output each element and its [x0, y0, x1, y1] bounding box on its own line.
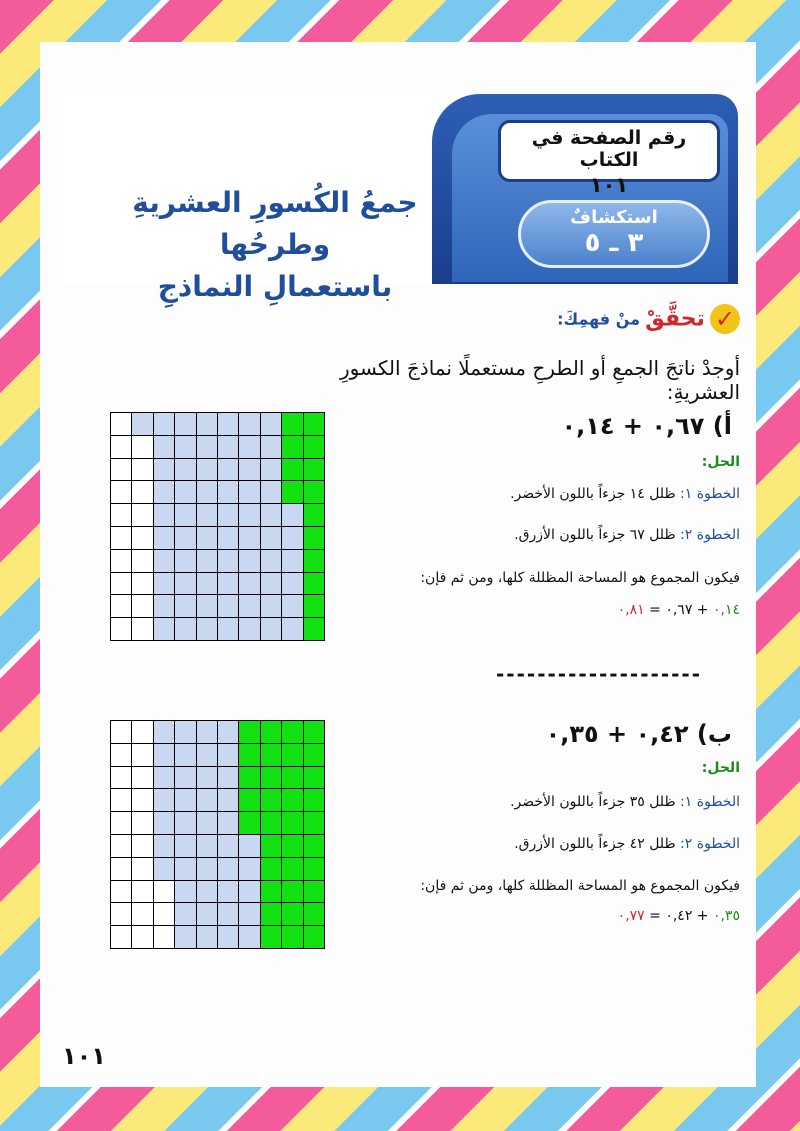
grid-cell: [239, 573, 260, 596]
grid-cell: [197, 835, 218, 858]
addend-b: + ٠,٤٢ =: [649, 908, 709, 924]
grid-cell: [239, 812, 260, 835]
grid-cell: [111, 550, 132, 573]
grid-cell: [218, 481, 239, 504]
grid-cell: [111, 459, 132, 482]
step-name: الخطوة ٢:: [680, 527, 740, 543]
grid-cell: [154, 527, 175, 550]
grid-cell: [239, 903, 260, 926]
grid-cell: [132, 413, 153, 436]
grid-cell: [132, 858, 153, 881]
grid-cell: [282, 767, 303, 790]
grid-cell: [154, 767, 175, 790]
grid-cell: [132, 595, 153, 618]
grid-cell: [304, 858, 325, 881]
grid-cell: [282, 744, 303, 767]
grid-cell: [282, 413, 303, 436]
grid-cell: [132, 721, 153, 744]
grid-cell: [111, 595, 132, 618]
decimal-grid: [110, 412, 325, 641]
grid-cell: [132, 618, 153, 641]
grid-cell: [261, 573, 282, 596]
summary: فيكون المجموع هو المساحة المظللة كلها، ومن ثم فإن:: [420, 878, 740, 894]
grid-cell: [132, 744, 153, 767]
grid-cell: [154, 744, 175, 767]
grid-cell: [261, 413, 282, 436]
grid-cell: [175, 744, 196, 767]
sum-result: ٠,٧٧: [617, 908, 645, 924]
grid-cell: [154, 721, 175, 744]
page: [40, 42, 756, 1087]
grid-cell: [175, 413, 196, 436]
grid-cell: [304, 550, 325, 573]
grid-cell: [197, 812, 218, 835]
grid-cell: [304, 504, 325, 527]
grid-cell: [154, 459, 175, 482]
grid-cell: [197, 618, 218, 641]
grid-cell: [175, 835, 196, 858]
grid-cell: [111, 527, 132, 550]
grid-cell: [282, 881, 303, 904]
grid-cell: [154, 481, 175, 504]
grid-cell: [132, 767, 153, 790]
grid-cell: [304, 481, 325, 504]
grid-cell: [175, 903, 196, 926]
book-page-label: رقم الصفحة في الكتاب: [531, 127, 687, 171]
grid-cell: [132, 504, 153, 527]
grid-cell: [304, 413, 325, 436]
step-1: [510, 486, 740, 502]
grid-cell: [175, 504, 196, 527]
grid-cell: [304, 835, 325, 858]
grid-cell: [197, 926, 218, 949]
grid-cell: [197, 789, 218, 812]
grid-cell: [239, 789, 260, 812]
problem-heading: [561, 412, 732, 440]
grid-cell: [239, 504, 260, 527]
grid-cell: [218, 550, 239, 573]
grid-cell: [282, 858, 303, 881]
grid-cell: [239, 835, 260, 858]
grid-cell: [239, 550, 260, 573]
grid-cell: [282, 926, 303, 949]
grid-cell: [154, 550, 175, 573]
grid-cell: [218, 436, 239, 459]
grid-cell: [239, 767, 260, 790]
grid-cell: [218, 527, 239, 550]
grid-cell: [111, 618, 132, 641]
grid-cell: [154, 812, 175, 835]
grid-cell: [154, 858, 175, 881]
grid-cell: [111, 812, 132, 835]
grid-cell: [154, 881, 175, 904]
lesson-title: [100, 182, 450, 308]
grid-cell: [132, 527, 153, 550]
grid-cell: [111, 835, 132, 858]
grid-cell: [132, 436, 153, 459]
grid-cell: [154, 573, 175, 596]
grid-cell: [175, 812, 196, 835]
grid-cell: [111, 436, 132, 459]
check-icon: ✓: [710, 304, 740, 334]
grid-cell: [304, 436, 325, 459]
grid-cell: [304, 767, 325, 790]
addend-b: + ٠,٦٧ =: [649, 602, 709, 618]
step-text: ظلل ٤٢ جزءاً باللون الأزرق.: [514, 836, 676, 852]
step-text: ظلل ١٤ جزءاً باللون الأخضر.: [510, 486, 676, 502]
grid-cell: [111, 881, 132, 904]
grid-cell: [197, 413, 218, 436]
grid-cell: [261, 903, 282, 926]
grid-cell: [282, 618, 303, 641]
grid-cell: [282, 812, 303, 835]
grid-cell: [282, 527, 303, 550]
grid-cell: [261, 858, 282, 881]
grid-cell: [282, 721, 303, 744]
grid-cell: [197, 903, 218, 926]
grid-cell: [239, 459, 260, 482]
grid-cell: [154, 436, 175, 459]
grid-cell: [239, 595, 260, 618]
grid-cell: [261, 789, 282, 812]
grid-cell: [261, 595, 282, 618]
grid-cell: [218, 595, 239, 618]
problem-letter: ب): [696, 720, 732, 748]
grid-cell: [239, 881, 260, 904]
explore-badge: [518, 200, 710, 268]
grid-cell: [111, 858, 132, 881]
grid-cell: [304, 527, 325, 550]
problem-heading: [546, 720, 732, 748]
check-understanding: [540, 304, 740, 344]
grid-cell: [282, 550, 303, 573]
grid-cell: [154, 504, 175, 527]
grid-cell: [261, 527, 282, 550]
grid-cell: [261, 721, 282, 744]
grid-cell: [154, 926, 175, 949]
grid-cell: [304, 812, 325, 835]
grid-cell: [261, 618, 282, 641]
check-word: تحقَّقْ: [645, 306, 705, 332]
grid-cell: [132, 481, 153, 504]
grid-cell: [154, 618, 175, 641]
grid-cell: [175, 789, 196, 812]
grid-cell: [261, 926, 282, 949]
grid-cell: [175, 858, 196, 881]
grid-cell: [132, 550, 153, 573]
solution-label: الحل:: [701, 454, 740, 470]
grid-cell: [132, 789, 153, 812]
grid-cell: [197, 527, 218, 550]
step-text: ظلل ٣٥ جزءاً باللون الأخضر.: [510, 794, 676, 810]
grid-cell: [239, 858, 260, 881]
grid-cell: [175, 767, 196, 790]
grid-cell: [218, 504, 239, 527]
grid-cell: [197, 436, 218, 459]
grid-cell: [282, 573, 303, 596]
grid-cell: [218, 812, 239, 835]
step-name: الخطوة ١:: [680, 794, 740, 810]
grid-cell: [218, 903, 239, 926]
grid-cell: [304, 595, 325, 618]
grid-cell: [218, 767, 239, 790]
grid-cell: [197, 721, 218, 744]
grid-cell: [218, 858, 239, 881]
grid-cell: [239, 527, 260, 550]
grid-cell: [218, 618, 239, 641]
grid-cell: [197, 881, 218, 904]
grid-cell: [282, 789, 303, 812]
grid-cell: [282, 481, 303, 504]
grid-cell: [197, 504, 218, 527]
grid-cell: [175, 550, 196, 573]
grid-cell: [175, 721, 196, 744]
grid-cell: [111, 504, 132, 527]
grid-cell: [261, 767, 282, 790]
page-number: ١٠١: [62, 1042, 106, 1070]
grid-cell: [304, 744, 325, 767]
problem-expression: ٠,٦٧ + ٠,١٤: [561, 412, 705, 440]
grid-cell: [239, 721, 260, 744]
grid-cell: [175, 481, 196, 504]
grid-cell: [304, 459, 325, 482]
grid-cell: [154, 789, 175, 812]
grid-cell: [261, 504, 282, 527]
addend-a: ٠,١٤: [712, 602, 740, 618]
grid-cell: [111, 413, 132, 436]
grid-cell: [239, 926, 260, 949]
grid-cell: [282, 436, 303, 459]
step-text: ظلل ٦٧ جزءاً باللون الأزرق.: [514, 527, 676, 543]
separator: --------------------: [496, 662, 703, 686]
grid-cell: [175, 573, 196, 596]
grid-cell: [261, 744, 282, 767]
grid-cell: [132, 926, 153, 949]
grid-cell: [111, 926, 132, 949]
instruction: أوجدْ ناتجَ الجمعِ أو الطرحِ مستعملًا نماذجَ الكسورِ العشريةِ:: [340, 356, 740, 404]
grid-cell: [111, 721, 132, 744]
grid-cell: [261, 481, 282, 504]
grid-cell: [261, 436, 282, 459]
grid-cell: [304, 789, 325, 812]
grid-cell: [261, 459, 282, 482]
grid-cell: [282, 504, 303, 527]
grid-cell: [239, 481, 260, 504]
grid-cell: [218, 835, 239, 858]
grid-cell: [218, 573, 239, 596]
grid-cell: [154, 903, 175, 926]
equation: [618, 602, 740, 618]
lesson-number: ٣ ـ ٥: [584, 228, 644, 258]
grid-cell: [175, 527, 196, 550]
grid-cell: [132, 459, 153, 482]
grid-cell: [111, 481, 132, 504]
grid-cell: [197, 573, 218, 596]
grid-cell: [261, 835, 282, 858]
grid-cell: [261, 881, 282, 904]
grid-cell: [111, 573, 132, 596]
grid-cell: [304, 618, 325, 641]
grid-cell: [175, 459, 196, 482]
grid-cell: [154, 413, 175, 436]
step-2: [514, 527, 740, 543]
grid-cell: [218, 881, 239, 904]
grid-cell: [197, 858, 218, 881]
grid-cell: [261, 550, 282, 573]
grid-cell: [282, 903, 303, 926]
grid-cell: [197, 595, 218, 618]
grid-cell: [304, 721, 325, 744]
grid-cell: [239, 436, 260, 459]
grid-cell: [132, 903, 153, 926]
grid-cell: [282, 595, 303, 618]
grid-cell: [132, 835, 153, 858]
step-1: [510, 794, 740, 810]
grid-cell: [218, 413, 239, 436]
grid-cell: [197, 459, 218, 482]
grid-cell: [282, 459, 303, 482]
grid-cell: [239, 413, 260, 436]
check-suffix: منْ فهمِكَ:: [557, 309, 641, 329]
problem-letter: أ): [712, 412, 732, 440]
grid-cell: [304, 903, 325, 926]
grid-cell: [111, 903, 132, 926]
grid-cell: [239, 744, 260, 767]
grid-cell: [304, 573, 325, 596]
grid-cell: [197, 481, 218, 504]
grid-cell: [218, 459, 239, 482]
addend-a: ٠,٣٥: [712, 908, 740, 924]
step-name: الخطوة ٢:: [680, 836, 740, 852]
grid-cell: [111, 789, 132, 812]
grid-cell: [197, 744, 218, 767]
grid-cell: [175, 881, 196, 904]
grid-cell: [175, 436, 196, 459]
solution-label: الحل:: [701, 760, 740, 776]
grid-cell: [175, 926, 196, 949]
grid-cell: [132, 812, 153, 835]
grid-cell: [239, 618, 260, 641]
grid-cell: [154, 835, 175, 858]
sum-result: ٠,٨١: [617, 602, 645, 618]
grid-cell: [218, 926, 239, 949]
explore-label: استكشافٌ: [570, 207, 658, 228]
grid-cell: [218, 744, 239, 767]
step-name: الخطوة ١:: [680, 486, 740, 502]
equation: [618, 908, 740, 924]
grid-cell: [111, 744, 132, 767]
book-page-box: [498, 120, 720, 197]
step-2: [514, 836, 740, 852]
book-page-number: ١٠١: [589, 173, 629, 197]
problem-expression: ٠,٤٢ + ٠,٣٥: [545, 720, 689, 748]
grid-cell: [111, 767, 132, 790]
lesson-title-line2: باستعمالِ النماذجِ: [157, 270, 393, 303]
grid-cell: [218, 789, 239, 812]
summary: فيكون المجموع هو المساحة المظللة كلها، ومن ثم فإن:: [420, 570, 740, 586]
grid-cell: [304, 881, 325, 904]
lesson-title-line1: جمعُ الكُسورِ العشريةِ وطرحُها: [132, 186, 418, 261]
grid-cell: [175, 618, 196, 641]
grid-cell: [197, 767, 218, 790]
grid-cell: [132, 573, 153, 596]
grid-cell: [132, 881, 153, 904]
grid-cell: [261, 812, 282, 835]
grid-cell: [197, 550, 218, 573]
grid-cell: [304, 926, 325, 949]
grid-cell: [218, 721, 239, 744]
grid-cell: [154, 595, 175, 618]
decimal-grid: [110, 720, 325, 949]
grid-cell: [175, 595, 196, 618]
grid-cell: [282, 835, 303, 858]
